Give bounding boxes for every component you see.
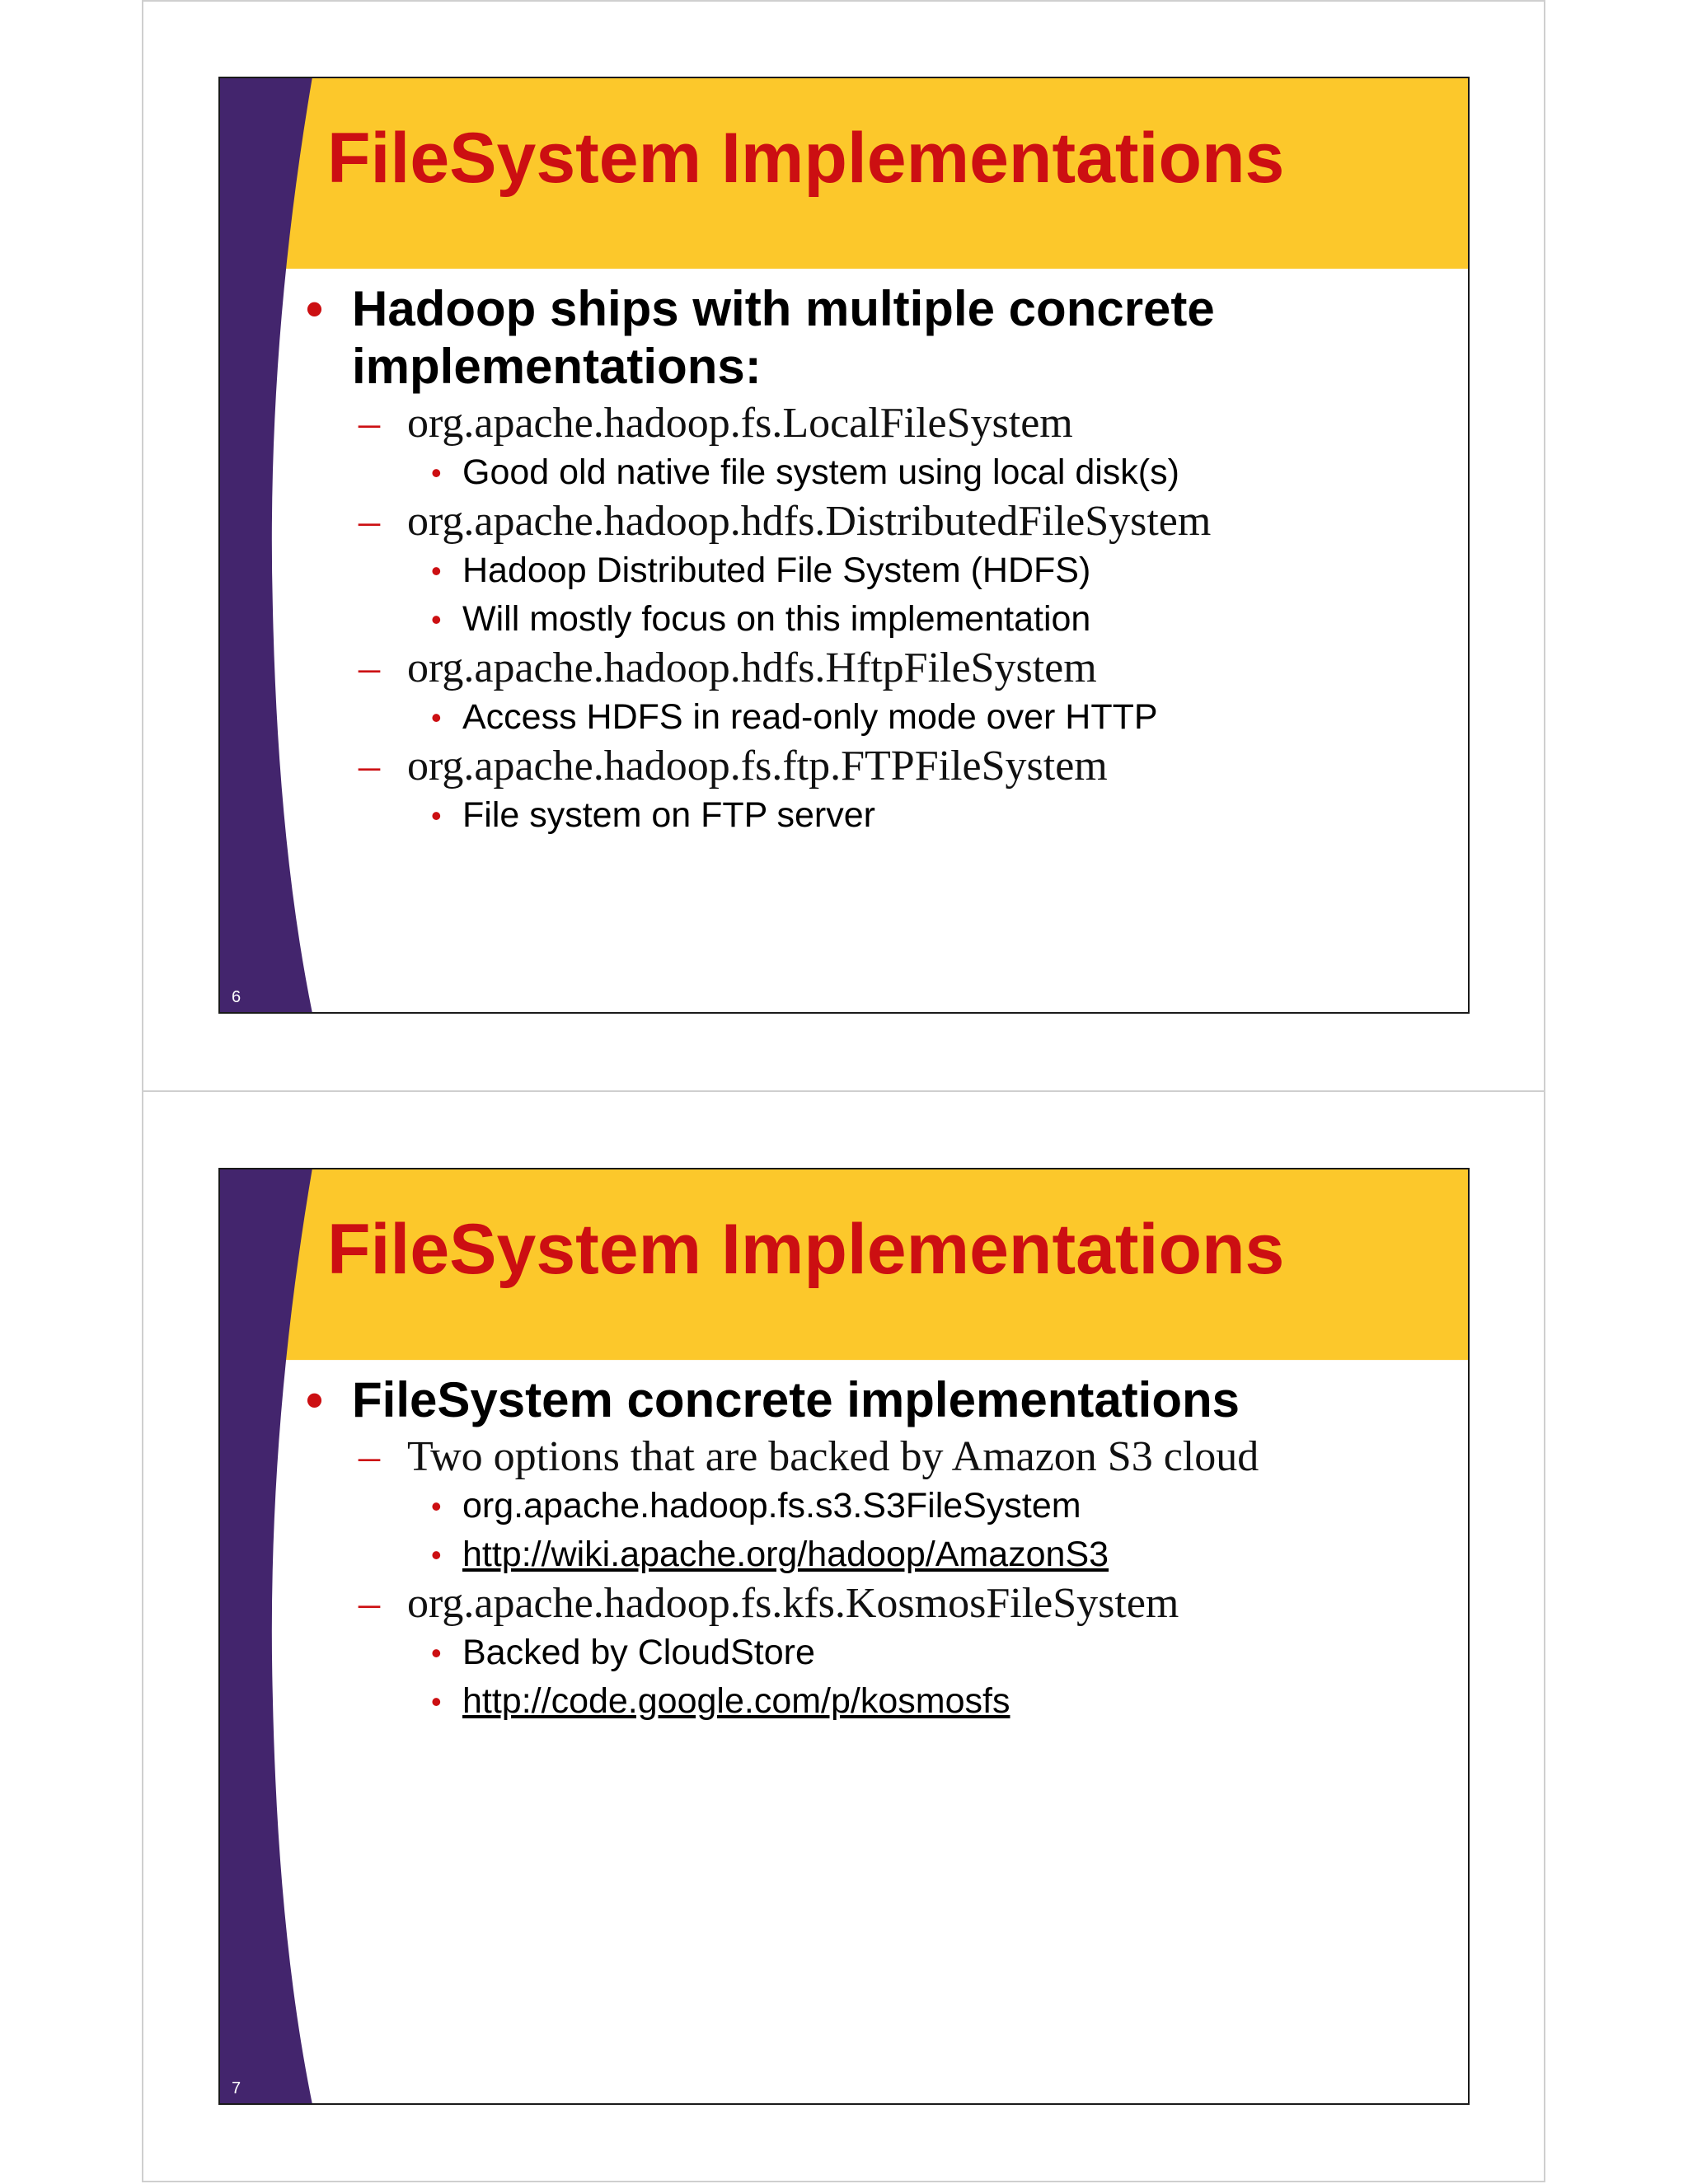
- amazon-s3-link[interactable]: http://wiki.apache.org/hadoop/AmazonS3: [462, 1535, 1109, 1574]
- bullet-glyph: •: [306, 1372, 324, 1427]
- dot-glyph: •: [431, 1636, 442, 1670]
- detail-text: Will mostly focus on this implementation: [462, 599, 1091, 639]
- dot-glyph: •: [431, 456, 442, 490]
- dash-glyph: –: [359, 1580, 380, 1627]
- dot-glyph: •: [431, 554, 442, 588]
- detail-item: [306, 693, 1451, 742]
- dot-glyph: •: [431, 799, 442, 832]
- detail-item: [306, 448, 1451, 497]
- sub-item: [306, 497, 1451, 546]
- dot-glyph: •: [431, 701, 442, 734]
- bullet-heading: [306, 1371, 1451, 1429]
- slide-number: 7: [232, 2079, 241, 2097]
- dash-glyph: –: [359, 1433, 380, 1480]
- dash-glyph: –: [359, 498, 380, 545]
- sub-item-label: org.apache.hadoop.fs.ftp.FTPFileSystem: [407, 743, 1108, 790]
- slide-7: [218, 1168, 1470, 2105]
- detail-item: [306, 791, 1451, 840]
- detail-text: org.apache.hadoop.fs.s3.S3FileSystem: [462, 1486, 1081, 1526]
- detail-text: Hadoop Distributed File System (HDFS): [462, 551, 1091, 590]
- sub-item-label: org.apache.hadoop.fs.kfs.KosmosFileSystem: [407, 1580, 1179, 1627]
- slide-content: [306, 280, 1451, 840]
- page-separator: [142, 1090, 1545, 1092]
- detail-item: [306, 1482, 1451, 1530]
- dot-glyph: •: [431, 602, 442, 636]
- detail-item: [306, 1530, 1451, 1579]
- detail-item: [306, 595, 1451, 644]
- slide-6: [218, 77, 1470, 1014]
- bullet-glyph: •: [306, 281, 324, 336]
- sub-item: [306, 399, 1451, 448]
- detail-text: Access HDFS in read-only mode over HTTP: [462, 697, 1158, 737]
- slide-title: FileSystem Implementations: [327, 1210, 1285, 1289]
- detail-text: Backed by CloudStore: [462, 1633, 815, 1672]
- dot-glyph: •: [431, 1538, 442, 1572]
- dot-glyph: •: [431, 1489, 442, 1523]
- dash-glyph: –: [359, 644, 380, 691]
- sub-item: [306, 644, 1451, 693]
- dash-glyph: –: [359, 400, 380, 447]
- detail-item: [306, 1629, 1451, 1677]
- heading-text: Hadoop ships with multiple concrete implementations:: [352, 281, 1215, 394]
- dash-glyph: –: [359, 743, 380, 790]
- detail-text: File system on FTP server: [462, 795, 875, 835]
- detail-item: [306, 1677, 1451, 1726]
- slide-content: [306, 1371, 1451, 1726]
- sub-item-label: org.apache.hadoop.hdfs.HftpFileSystem: [407, 644, 1097, 691]
- sub-item: [306, 1432, 1451, 1482]
- sub-item-label: org.apache.hadoop.hdfs.DistributedFileSystem: [407, 498, 1212, 545]
- sub-item: [306, 742, 1451, 791]
- sub-item-label: Two options that are backed by Amazon S3 cloud: [407, 1433, 1259, 1480]
- kosmosfs-link[interactable]: http://code.google.com/p/kosmosfs: [462, 1681, 1010, 1721]
- dot-glyph: •: [431, 1685, 442, 1718]
- detail-text: Good old native file system using local disk(s): [462, 452, 1179, 492]
- slide-number: 6: [232, 988, 241, 1006]
- slide-title: FileSystem Implementations: [327, 119, 1285, 198]
- heading-text: FileSystem concrete implementations: [352, 1372, 1240, 1427]
- sub-item: [306, 1579, 1451, 1629]
- bullet-heading: [306, 280, 1451, 396]
- sub-item-label: org.apache.hadoop.fs.LocalFileSystem: [407, 400, 1073, 447]
- detail-item: [306, 546, 1451, 595]
